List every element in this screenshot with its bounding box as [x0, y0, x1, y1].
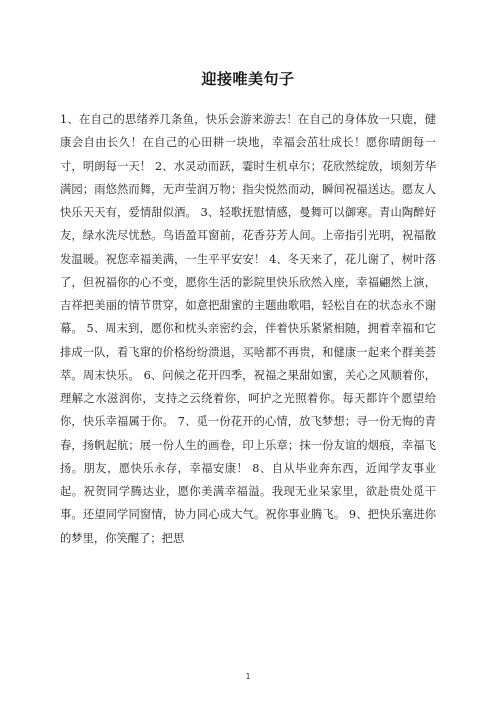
- page-number: 1: [245, 672, 251, 681]
- document-title: 迎接唯美句子: [201, 70, 295, 88]
- document-body-text: 1、在自己的思绪养几条鱼，快乐会游来游去！在自己的身体放一只鹿，健康会自由长久！在自己的心田耕一块地，幸福会茁壮成长！愿你晴朗每一寸，明朗每一天！ 2、水灵动而跃，霎时生机卓尔；花欣然绽放，顷刻芳华满园；雨悠然而舞，无声莹润万物；指尖悦然而动，瞬间祝福送达。愿友人快乐天天有，爱情甜似酒。 3、轻歌抚慰情感，曼舞可以御寒。青山陶醉好友，绿水洗尽忧愁。鸟语盈耳窗前，花香芬芳人间。上帝指引光明，祝福散发温暖。祝您幸福美满，一生平平安安！ 4、冬天来了，花儿谢了，树叶落了，但祝福你的心不变，愿你生活的影院里快乐欣然入座，幸福翩然上演，吉祥把美丽的情节贯穿，如意把甜蜜的主题曲歌唱，轻松自在的状态永不谢幕。 5、周末到，愿你和枕头亲密约会，伴着快乐紧紧相随，拥着幸福和它排成一队，看飞窜的价格纷纷溃退，买啥都不再贵，和健康一起来个群美荟萃。周末快乐。 6、问候之花开四季，祝福之果甜如蜜，关心之风顺着你，理解之水滋润你，支持之云绕着你，呵护之光照着你。每天都许个愿望给你，快乐幸福属于你。 7、觅一份花开的心情，放飞梦想；寻一份无悔的青春，扬帆起航；展一份人生的画卷，印上乐章；抹一份友谊的烟痕，幸福飞扬。朋友，愿快乐永存，幸福安康！ 8、自从毕业奔东西，近闻学友事业起。祝贺同学腾达业，愿你美满幸福溢。我现无业呆家里，欲赴贵处觅干事。还望同学同窗情，协力同心成大气。祝你事业腾飞。 9、把快乐塞进你的梦里，你笑醒了；把思: [60, 113, 436, 545]
